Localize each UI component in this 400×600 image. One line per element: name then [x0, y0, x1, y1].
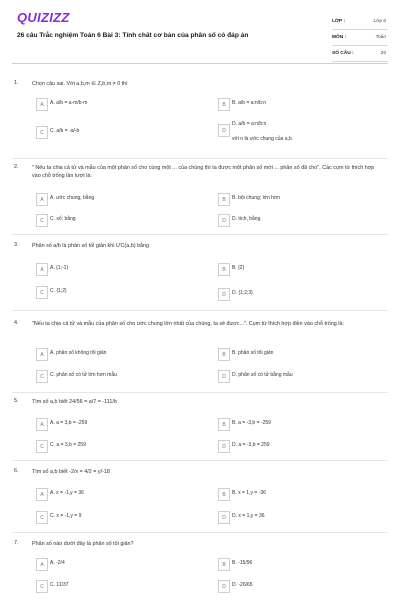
option-text: B. phân số tối giản [232, 350, 274, 356]
option-letter-box: C [36, 370, 48, 383]
option-text: D. a/b = a:n/b:n [232, 121, 267, 127]
option-text: A. x = -1,y = 36 [50, 490, 84, 496]
option-text: C. {1;2} [50, 288, 67, 294]
option-text: A. a = 3,b = -259 [50, 420, 88, 426]
question-number: 5. [14, 398, 19, 404]
option-text-note: với n là ước chung của a,b. [232, 136, 294, 142]
question-divider [12, 158, 388, 159]
option-text: B. {2} [232, 265, 245, 271]
quizizz-logo: QUIZIZZ [17, 10, 70, 25]
option-letter-box: D [218, 370, 230, 383]
option-text: A. ước chung, bằng [50, 195, 95, 201]
question-number: 2. [14, 164, 19, 170]
option-text: C. a = 3,b = 259 [50, 442, 86, 448]
option-text: D. x = 1,y = 36 [232, 513, 265, 519]
option-letter-box: A [36, 418, 48, 431]
question-number: 6. [14, 468, 19, 474]
question-text: "Nếu ta chia cả tử và mẫu của phân số cho ước chung lớn nhất của chúng, ta sẽ được...". Cụm từ thích hợp điền vào chỗ trống là: [32, 321, 344, 327]
option-text: C. a/b = -a/-b [50, 128, 80, 134]
option-letter-box: A [36, 263, 48, 276]
option-letter-box: C [36, 286, 48, 299]
option-text: B. a = -3,b = -259 [232, 420, 271, 426]
question-text: Tìm số a,b biết 24/56 = a/7 = -111/b [32, 399, 117, 405]
option-text: B. bội chung; lớn hơn [232, 195, 280, 201]
option-text: A. phân số không tối giản [50, 350, 107, 356]
option-text: D. tích, bằng [232, 216, 261, 222]
option-letter-box: B [218, 98, 230, 111]
option-letter-box: B [218, 418, 230, 431]
option-letter-box: A [36, 488, 48, 501]
question-divider [12, 392, 388, 393]
meta-value: Lớp 6 [373, 19, 386, 24]
option-text: C. 11/37 [50, 582, 69, 588]
option-text: B. -15/96 [232, 560, 253, 566]
option-letter-box: D [218, 214, 230, 227]
option-letter-box: A [36, 193, 48, 206]
meta-key: LỚP : [332, 19, 346, 24]
option-letter-box: B [218, 348, 230, 361]
question-divider [12, 532, 388, 533]
question-number: 3. [14, 242, 19, 248]
meta-value: 26 [380, 51, 386, 56]
option-text: C. số; bằng [50, 216, 76, 222]
option-letter-box: B [218, 488, 230, 501]
option-letter-box: C [36, 511, 48, 524]
option-letter-box: D [218, 440, 230, 453]
option-text: D. a = -3,b = 259 [232, 442, 270, 448]
option-text: A. {1;-1} [50, 265, 69, 271]
question-text: Phân số nào dưới đây là phân số tối giản? [32, 541, 134, 547]
question-divider [12, 460, 388, 461]
option-letter-box: D [218, 580, 230, 593]
option-text: D. -26/65 [232, 582, 253, 588]
option-letter-box: C [36, 126, 48, 139]
option-letter-box: D [218, 124, 230, 137]
option-letter-box: B [218, 193, 230, 206]
meta-key: SỐ CÂU : [332, 51, 354, 56]
question-number: 1. [14, 80, 19, 86]
question-text: " Nếu ta chia cả tử và mẫu của một phân số cho cùng một ... của chúng thì ta được một phân số mới ... phân số đã cho". Các cụm từ thích hợp vào chỗ trống lần lượt là: [32, 165, 375, 179]
option-text: C. phân số có tử lớn hơn mẫu [50, 372, 117, 378]
question-divider [12, 234, 388, 235]
option-text: C. x = -1,y = 9 [50, 513, 82, 519]
option-letter-box: A [36, 98, 48, 111]
meta-key: MÔN : [332, 35, 347, 40]
option-letter-box: C [36, 580, 48, 593]
option-letter-box: C [36, 214, 48, 227]
question-divider [12, 310, 388, 311]
option-letter-box: A [36, 558, 48, 571]
page-title: 26 câu Trắc nghiệm Toán 6 Bài 3: Tính chất cơ bản của phân số có đáp án [17, 32, 249, 39]
option-text: A. a/b = a·m/b·m [50, 100, 88, 106]
meta-value: Toán [375, 35, 386, 40]
question-number: 4. [14, 320, 19, 326]
option-text: B. a/b = a:n/b:n [232, 100, 267, 106]
question-text: Phân số a/b là phân số tối giản khi ƯC(a,b) bằng [32, 243, 149, 249]
question-number: 7. [14, 540, 19, 546]
option-letter-box: C [36, 440, 48, 453]
option-text: B. x = 1,y = -36 [232, 490, 266, 496]
option-letter-box: D [218, 288, 230, 301]
question-text: Tìm số a,b biết -2/x = 4/2 = y/-18 [32, 469, 110, 475]
option-letter-box: B [218, 263, 230, 276]
option-letter-box: B [218, 558, 230, 571]
option-letter-box: D [218, 511, 230, 524]
question-text: Chọn câu sai. Với a,b,m ∈ Z,b,m ≠ 0 thì [32, 81, 128, 87]
option-letter-box: A [36, 348, 48, 361]
option-text: A. -2/4 [50, 560, 65, 566]
option-text: D. phân số có tử bằng mẫu [232, 372, 293, 378]
option-text: D. {1;2;3} [232, 290, 253, 296]
